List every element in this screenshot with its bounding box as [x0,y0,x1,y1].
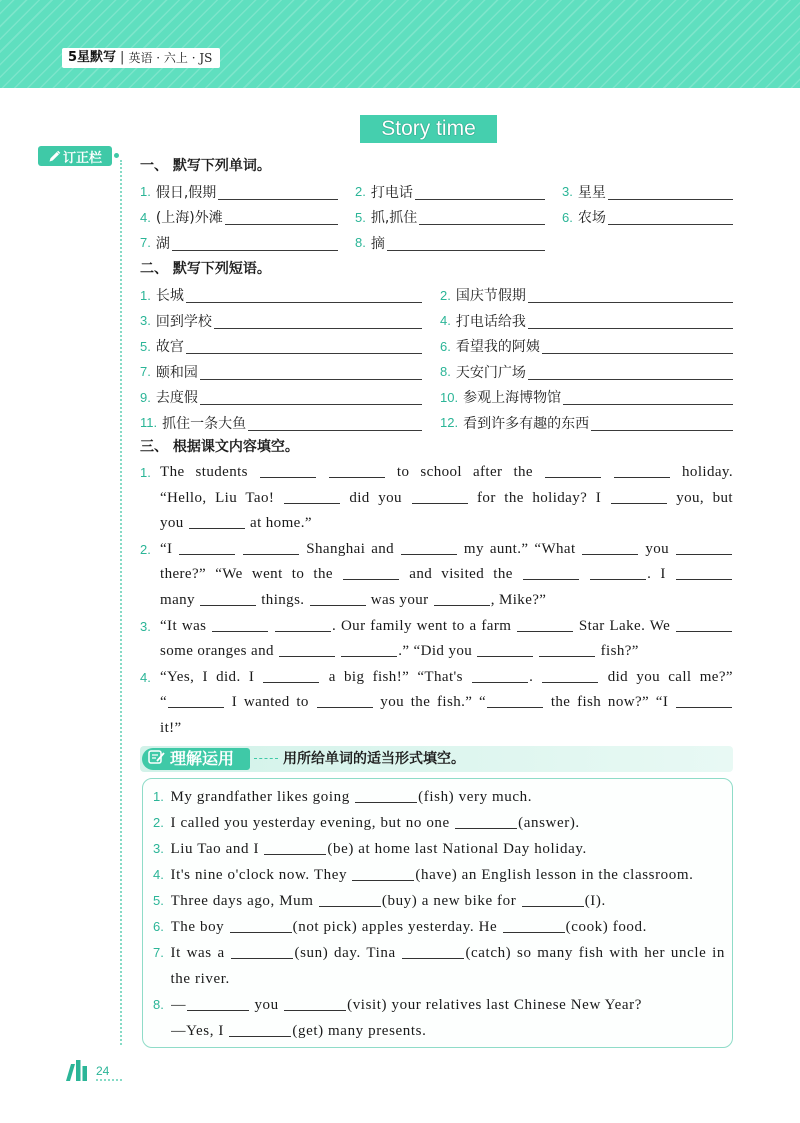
item-number: 2. [440,287,451,303]
item-number: 4. [140,669,151,685]
answer-blank [189,515,245,529]
word-dictation-grid [140,179,733,256]
word-item [562,179,733,205]
text-line: “ I wanted to you the fish.” “ the fish now?” “I [160,690,733,716]
word-item [355,205,545,231]
item-number: 4. [440,313,451,329]
phrase-prompt: 去度假 [155,390,198,407]
text-line: “I Shanghai and my aunt.” “What you [160,537,733,563]
answer-blank [284,490,340,504]
item-number: 3. [140,618,151,634]
item-number: 1. [153,789,164,804]
answer-blank [212,618,268,632]
text-line: “Yes, I did. I a big fish!” “That's . did you call me?” [160,668,733,685]
answer-line [415,186,545,200]
word-item [355,179,545,205]
item-number: 6. [440,338,451,354]
text-line: many things. was your , Mike?” [160,591,547,608]
answer-blank [341,643,397,657]
word-prompt: 摘 [370,235,385,252]
subject-label: 英语 · 六上 · JS [128,51,213,65]
word-prompt: 星星 [577,184,606,201]
answer-line [387,237,545,251]
answer-blank [260,464,316,478]
answer-blank [231,945,293,959]
item-number: 2. [153,815,164,830]
passage-item [140,460,733,537]
practice-instruction: 用所给单词的适当形式填空。 [283,751,465,767]
item-number: 5. [153,893,164,908]
answer-line [214,315,422,329]
answer-blank [676,541,732,555]
answer-blank [355,789,417,803]
answer-blank [676,694,732,708]
item-number: 4. [153,867,164,882]
item-number: 6. [562,209,573,225]
phrase-prompt: 长城 [155,288,184,305]
item-number: 3. [153,841,164,856]
answer-blank [279,643,335,657]
answer-blank [590,566,646,580]
answer-line [200,391,422,405]
margin-dotted-rule [120,160,122,1045]
page-title: Story time [360,115,497,143]
word-prompt: 假日,假期 [155,184,217,201]
answer-blank [230,919,292,933]
phrase-prompt: 国庆节假期 [455,288,526,305]
word-prompt: (上海)外滩 [155,210,223,227]
text-line: The students to school after the holiday. [160,464,733,480]
answer-line [542,340,733,354]
answer-blank [611,490,667,504]
header-band [0,0,800,88]
word-prompt: 打电话 [370,184,413,201]
answer-blank [434,592,490,606]
phrase-item [440,410,733,436]
item-number: 7. [140,235,151,251]
answer-blank [243,541,299,555]
tag-pointer-dot [114,153,119,158]
text-line: Liu Tao and I (be) at home last National Day holiday. [170,841,587,857]
word-item [562,205,733,231]
badge-separator: | [120,50,125,65]
item-number: 7. [140,364,151,380]
section2-heading: 二、 默写下列短语。 [140,261,271,277]
phrase-item [440,283,733,309]
item-number: 3. [140,313,151,329]
answer-line [419,211,545,225]
exercise-item [153,888,725,914]
item-number: 11. [140,415,158,431]
text-line: it!” [160,719,182,736]
item-number: 5. [140,338,151,354]
answer-line [608,211,733,225]
answer-blank [517,618,573,632]
passage-item [140,537,733,614]
phrase-prompt: 天安门广场 [455,364,526,381]
notebook-icon [148,749,166,765]
phrase-prompt: 抓住一条大鱼 [162,415,247,432]
answer-blank [676,618,732,632]
item-number: 2. [140,541,151,557]
practice-banner-label: 理解运用 [142,748,250,770]
page-number: 24 [96,1063,122,1081]
answer-blank [310,592,366,606]
exercise-item [153,992,725,1044]
phrase-prompt: 打电话给我 [455,313,526,330]
passage-item [140,665,733,742]
item-number: 8. [440,364,451,380]
answer-blank [523,566,579,580]
banner-connector [254,758,278,759]
section1-heading: 一、 默写下列单词。 [140,158,271,174]
text-line: you at home.” [160,515,312,532]
text-line: the river. [170,971,230,987]
text-line: “Hello, Liu Tao! did you for the holiday? I you, but [160,489,733,506]
answer-blank [264,841,326,855]
answer-blank [343,566,399,580]
text-line: Three days ago, Mum (buy) a new bike for (I). [170,893,606,909]
series-brand: 5星默写 [68,50,117,65]
exercise-item [153,810,725,836]
item-number: 1. [140,287,151,303]
answer-blank [263,669,319,683]
phrase-item [140,283,422,309]
exercise-item [153,784,725,810]
answer-line [186,340,422,354]
word-item [140,230,338,256]
series-badge [62,48,220,68]
answer-blank [676,566,732,580]
answer-line [172,237,338,251]
phrase-item [140,334,422,360]
answer-blank [545,464,601,478]
phrase-item [140,410,422,436]
text-line: It's nine o'clock now. They (have) an English lesson in the classroom. [170,867,694,883]
answer-blank [179,541,235,555]
answer-blank [401,541,457,555]
answer-blank [487,694,543,708]
dialog-line: —Yes, I (get) many presents. [170,1023,427,1039]
item-number: 1. [140,465,151,480]
books-icon [64,1058,94,1082]
word-prompt: 抓,抓住 [370,210,418,227]
exercise-item [153,862,725,888]
dialog-line: — you (visit) your relatives last Chinese New Year? [170,997,642,1013]
item-number: 8. [153,997,164,1012]
item-number: 2. [355,184,366,200]
answer-blank [542,669,598,683]
phrase-item [140,359,422,385]
answer-line [528,315,733,329]
item-number: 8. [355,235,366,251]
text-line: there?” “We went to the and visited the . I [160,562,733,588]
word-item [140,179,338,205]
answer-line [225,211,338,225]
answer-blank [522,893,584,907]
item-number: 5. [355,209,366,225]
phrase-prompt: 看到许多有趣的东西 [463,415,590,432]
answer-blank [412,490,468,504]
item-number: 7. [153,945,164,960]
answer-blank [319,893,381,907]
text-line: “It was . Our family went to a farm Star Lake. We [160,614,733,640]
text-line: The boy (not pick) apples yesterday. He (cook) food. [170,919,647,935]
word-item [355,230,545,256]
practice-banner [140,746,733,772]
text-line: I called you yesterday evening, but no one (answer). [170,815,580,831]
item-number: 6. [153,919,164,934]
answer-blank [539,643,595,657]
item-number: 4. [140,209,151,225]
answer-line [218,186,338,200]
answer-blank [477,643,533,657]
item-number: 10. [440,389,459,405]
answer-blank [187,997,249,1011]
answer-line [528,366,733,380]
answer-blank [284,997,346,1011]
answer-blank [317,694,373,708]
passage-fill-list [140,460,733,742]
answer-line [248,417,422,431]
item-number: 1. [140,184,151,200]
text-line: It was a (sun) day. Tina (catch) so many fish with her uncle in [170,945,725,961]
word-prompt: 湖 [155,235,170,252]
phrase-item [440,308,733,334]
answer-blank [229,1023,291,1037]
pencil-icon [48,150,61,163]
practice-list [153,784,725,1044]
exercise-item [153,940,725,992]
phrase-prompt: 颐和园 [155,364,198,381]
phrase-item [140,385,422,411]
correction-column-tag [38,146,112,166]
answer-blank [168,694,224,708]
answer-blank [503,919,565,933]
word-prompt: 农场 [577,210,606,227]
phrase-item [140,308,422,334]
answer-blank [329,464,385,478]
item-number: 12. [440,415,459,431]
passage-item [140,614,733,665]
item-number: 9. [140,389,151,405]
answer-line [608,186,733,200]
answer-blank [402,945,464,959]
phrase-prompt: 参观上海博物馆 [463,390,562,407]
answer-line [528,289,733,303]
answer-line [591,417,733,431]
answer-blank [472,669,528,683]
correction-column-label: 订正栏 [62,150,102,166]
text-line: My grandfather likes going (fish) very much. [170,789,533,805]
phrase-item [440,385,733,411]
phrase-item [440,334,733,360]
answer-blank [200,592,256,606]
phrase-dictation-grid [140,283,733,436]
answer-blank [455,815,517,829]
answer-blank [582,541,638,555]
phrase-item [440,359,733,385]
answer-blank [614,464,670,478]
practice-box [142,778,733,1048]
answer-blank [352,867,414,881]
answer-line [200,366,422,380]
answer-line [563,391,733,405]
exercise-item [153,914,725,940]
section3-heading: 三、 根据课文内容填空。 [140,439,299,455]
exercise-item [153,836,725,862]
text-line: some oranges and .” “Did you fish?” [160,643,639,660]
answer-blank [275,618,331,632]
phrase-prompt: 回到学校 [155,313,212,330]
item-number: 3. [562,184,573,200]
phrase-prompt: 看望我的阿姨 [455,339,540,356]
word-item [140,205,338,231]
answer-line [186,289,422,303]
phrase-prompt: 故宫 [155,339,184,356]
